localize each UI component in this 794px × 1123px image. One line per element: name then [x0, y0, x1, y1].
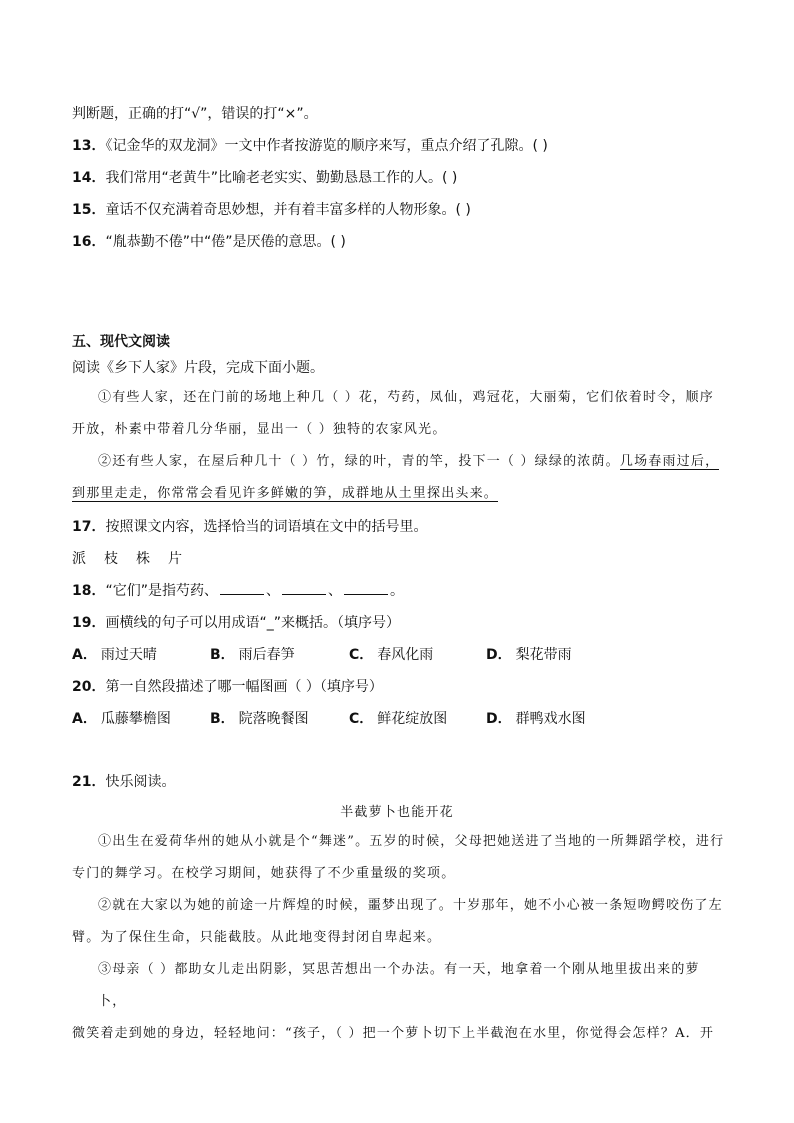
question-18-text: “它们”是指芍药、	[105, 583, 218, 599]
question-19	[72, 612, 400, 632]
question-17-number: 17．	[72, 519, 106, 535]
option-c[interactable]: C． 春风化雨	[349, 647, 434, 663]
word-bank-item: 株	[136, 551, 150, 567]
question-16-number: 16．	[72, 234, 106, 250]
option-c[interactable]: C． 鲜花绽放图	[349, 711, 448, 727]
question-13	[72, 135, 548, 155]
separator: 、	[328, 583, 342, 599]
passage-p1-line2: 开放，朴素中带着几分华丽，显出一（ ）独特的农家风光。	[72, 422, 447, 437]
story-line: ①出生在爱荷华州的她从小就是个“舞迷”。五岁的时候，父母把她送进了当地的一所舞蹈学校，进行	[98, 834, 725, 849]
question-18	[72, 580, 404, 600]
option-a[interactable]: A． 瓜藤攀檐图	[72, 711, 171, 727]
story-line: 微笑着走到她的身边，轻轻地问：“孩子，（ ）把一个萝卜切下上半截泡在水里，你觉得会怎样？A．开	[72, 1026, 715, 1041]
question-15	[72, 199, 471, 219]
word-bank	[72, 548, 182, 568]
story-line: 专门的舞学习。在校学习期间，她获得了不少重量级的奖项。	[72, 866, 456, 881]
option-d[interactable]: D． 群鸭戏水图	[486, 711, 586, 727]
story-passage	[72, 826, 726, 1050]
passage-p2-line1	[72, 446, 726, 478]
story-line: 臂。为了保住生命，只能截肢。从此地变得封闭自卑起来。	[72, 930, 442, 945]
question-21	[72, 771, 175, 791]
question-19-number: 19．	[72, 615, 106, 631]
question-14-text: 我们常用“老黄牛”比喻老老实实、勤勤恳恳工作的人。( )	[105, 170, 458, 186]
option-d[interactable]: D． 梨花带雨	[486, 647, 572, 663]
story-line: ②就在大家以为她的前途一片辉煌的时候，噩梦出现了。十岁那年，她不小心被一条短吻鳄咬伤了左	[98, 898, 723, 913]
question-20-text: 第一自然段描述了哪一幅图画（ ）（填序号）	[105, 679, 383, 695]
question-20-number: 20．	[72, 679, 106, 695]
question-16-text: “胤恭勤不倦”中“倦”是厌倦的意思。( )	[105, 234, 346, 250]
word-bank-item: 枝	[104, 551, 118, 567]
answer-blank[interactable]	[220, 580, 264, 595]
section-5-intro: 阅读《乡下人家》片段，完成下面小题。	[72, 360, 324, 376]
question-14-number: 14．	[72, 170, 106, 186]
question-17	[72, 516, 427, 536]
answer-blank[interactable]	[282, 580, 326, 595]
separator: 、	[266, 583, 280, 599]
section-5-heading: 五、现代文阅读	[72, 334, 170, 350]
reading-passage	[72, 382, 726, 510]
end-mark: 。	[390, 583, 404, 599]
story-title: 半截萝卜也能开花	[340, 805, 454, 820]
story-line: ③母亲（ ）都助女儿走出阴影，冥思苦想出一个办法。有一天，地拿着一个刚从地里拔出来的萝卜，	[98, 962, 700, 1009]
question-13-text: 《记金华的双龙洞》一文中作者按游览的顺序来写，重点介绍了孔隙。( )	[105, 138, 548, 154]
option-b[interactable]: B． 雨后春笋	[210, 647, 295, 663]
passage-p2-line1-text: ②还有些人家，在屋后种几十（ ）竹，绿的叶，青的竿，投下一（ ）绿绿的浓荫。	[98, 454, 620, 469]
passage-p1-line1: ①有些人家，还在门前的场地上种几（ ）花，芍药，凤仙，鸡冠花，大丽菊，它们依着时令，顺序	[98, 390, 714, 405]
question-17-text: 按照课文内容，选择恰当的词语填在文中的括号里。	[105, 519, 428, 535]
word-bank-item: 片	[168, 551, 182, 567]
answer-blank[interactable]	[344, 580, 388, 595]
question-16	[72, 231, 346, 251]
question-19-text: 画横线的句子可以用成语“_”来概括。（填序号）	[105, 615, 400, 631]
question-14	[72, 167, 457, 187]
question-15-text: 童话不仅充满着奇思妙想，并有着丰富多样的人物形象。( )	[105, 202, 471, 218]
question-21-text: 快乐阅读。	[105, 774, 176, 790]
question-18-number: 18．	[72, 583, 106, 599]
option-b[interactable]: B． 院落晚餐图	[210, 711, 309, 727]
underlined-sentence-part1: 几场春雨过后，	[619, 454, 720, 469]
question-15-number: 15．	[72, 202, 106, 218]
question-20	[72, 676, 383, 696]
word-bank-item: 派	[72, 551, 86, 567]
underlined-sentence-part2: 到那里走走，你常常会看见许多鲜嫩的笋，成群地从土里探出头来。	[72, 486, 499, 501]
question-21-number: 21．	[72, 774, 106, 790]
judge-intro: 判断题，正确的打“√”，错误的打“×”。	[72, 106, 318, 122]
question-13-number: 13．	[72, 138, 106, 154]
option-a[interactable]: A． 雨过天晴	[72, 647, 157, 663]
